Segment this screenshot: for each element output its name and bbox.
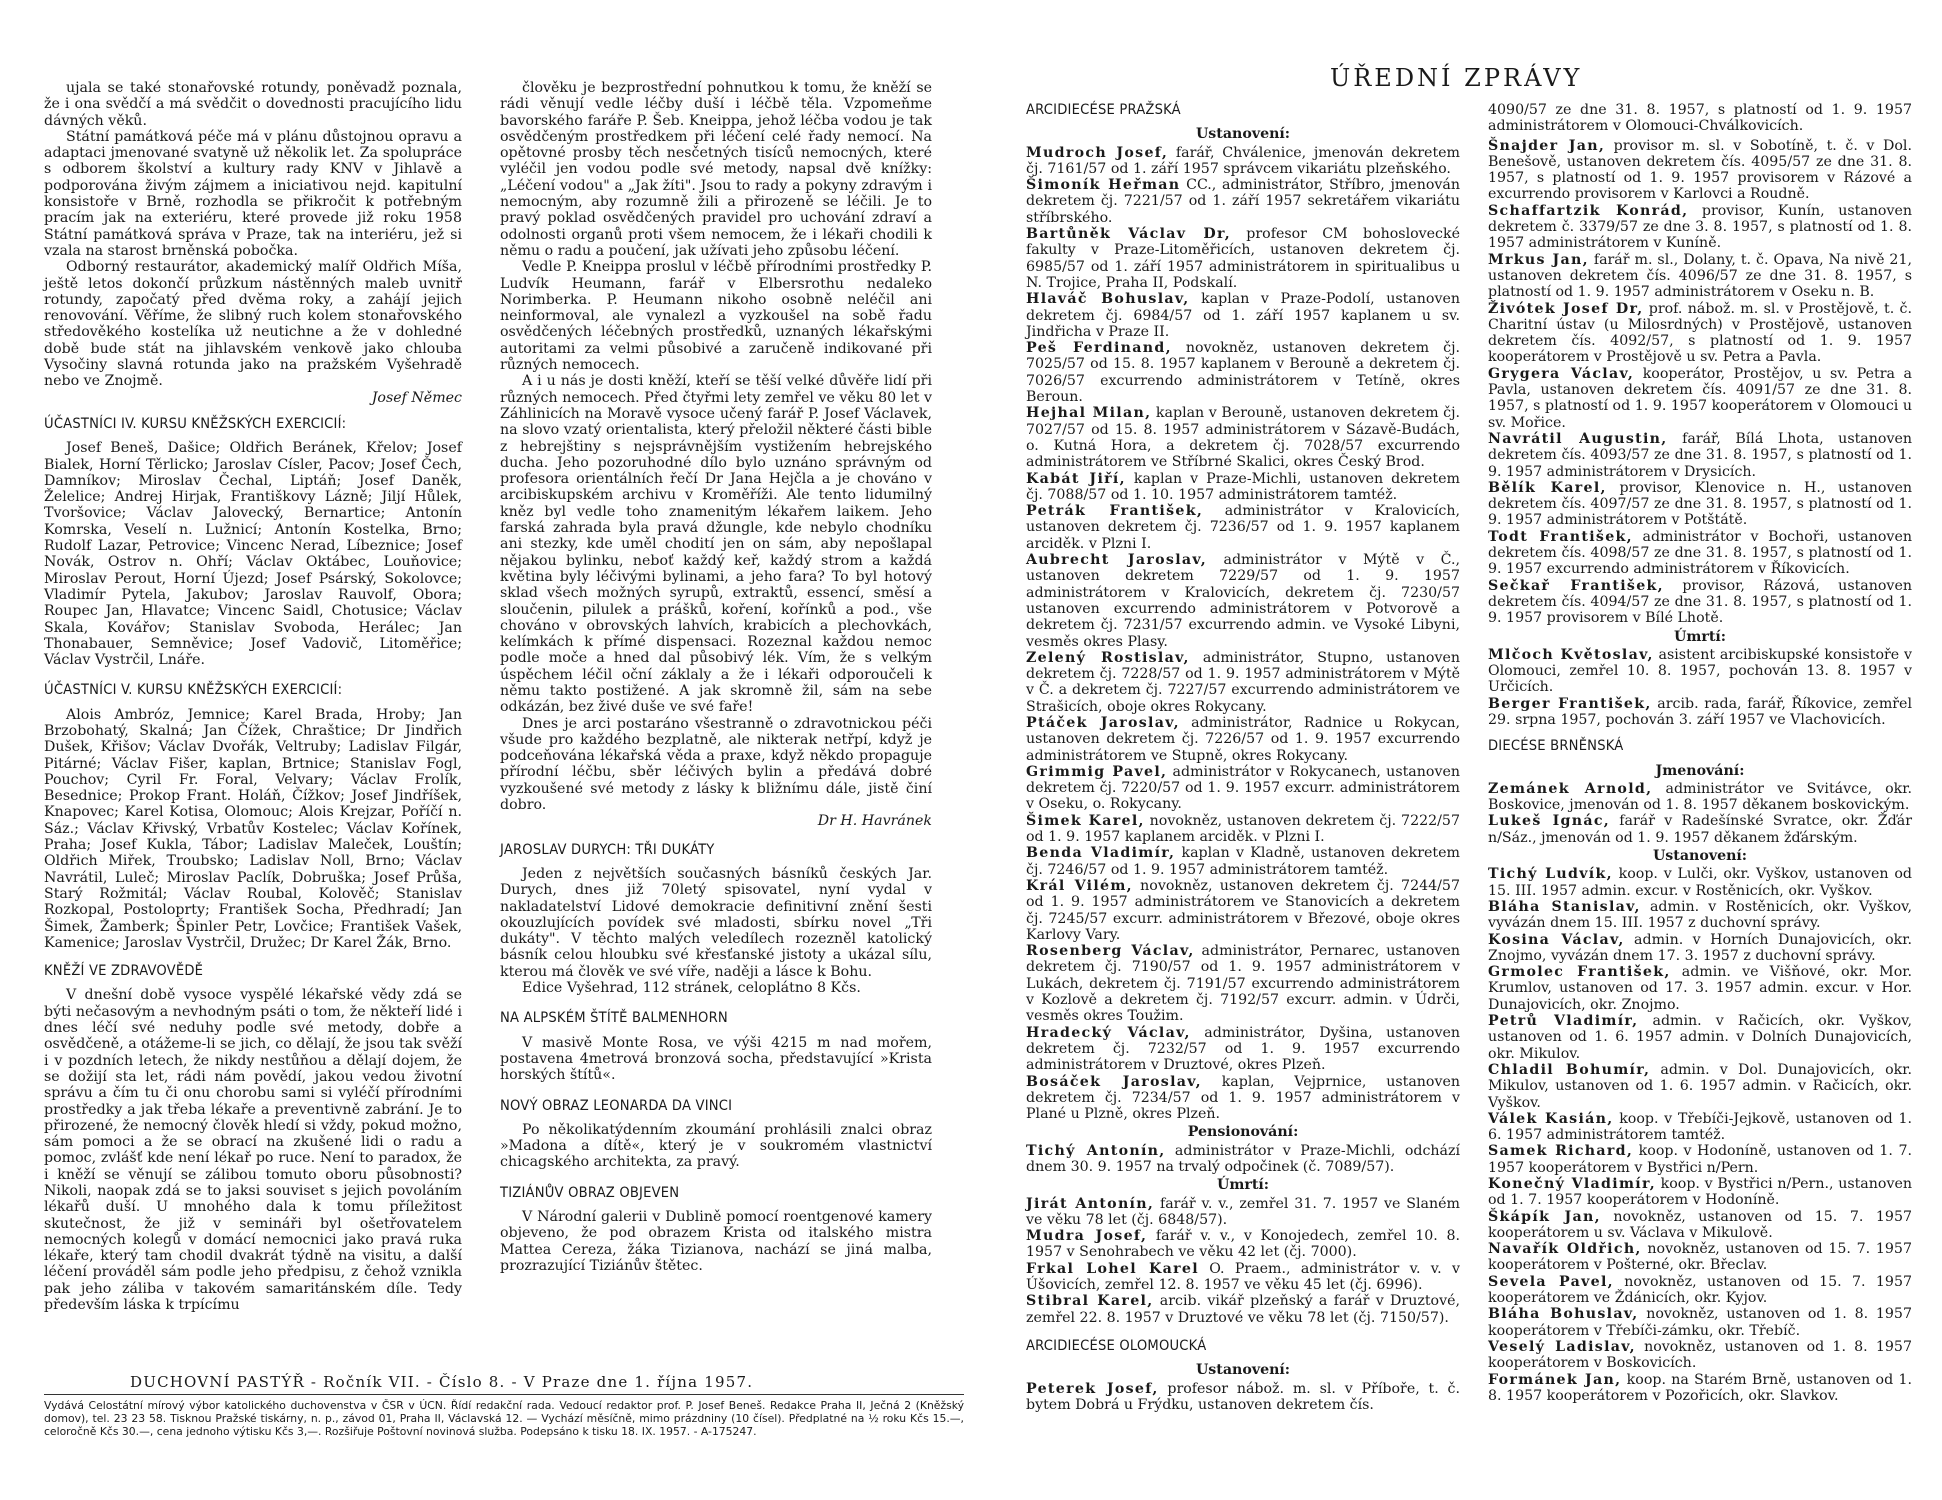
- author-signature: Dr H. Havránek: [817, 813, 932, 830]
- clergy-entry: [1026, 471, 1460, 504]
- section-title: JAROSLAV DURYCH: TŘI DUKÁTY: [500, 840, 715, 858]
- clergy-name: Mrkus Jan,: [1488, 251, 1589, 268]
- participants-list: Alois Ambróz, Jemnice; Karel Brada, Hroby; Jan Brzobohatý, Skalná; Jan Čížek, Chraštice; Dr Jindřich Dušek, Křišov; Václav Dvořák, Veltruby; Ladislav Filgár, Pitárné; Václav Fišer, kaplan, Brtnice; Stanislav Fogl, Pouchov; Cyril Fr. Foral, Velvary; Václav Frolík, Besednice; Prokop Frant. Holáň, Čížkov; Josef Jindříšek, Knapovec; Karel Kotisa, Olomouc; Alois Krejzar, Poříčí n. Sáz.; Václav Křivský, Vrbatův Kostelec; Václav Kořínek, Praha; Josef Kukla, Tábor; Ladislav Maleček, Louštín; Oldřich Miřek, Troubsko; Ladislav Noll, Brno; Václav Navrátil, Luleč; Miroslav Paclík, Dobruška; Josef Průša, Starý Rožmitál; Václav Roubal, Kolověč; Stanislav Rozkopal, Postoloprty; František Socha, Předhradí; Jan Šimek, Žamberk; Špinler Petr, Lovčice; František Vašek, Kamenice; Jaroslav Vystrčil, Družec; Dr Karel Žák, Brno.: [44, 706, 462, 951]
- clergy-entry: [1026, 552, 1460, 650]
- clergy-name: Veselý Ladislav,: [1488, 1338, 1636, 1355]
- clergy-entry: [1488, 529, 1912, 578]
- entry-text: CC., administrátor, Stříbro, jmenován dekretem čj. 7221/57 od 1. září 1957 sekretářem vikariátu stříbrského.: [1026, 177, 1460, 226]
- clergy-name: Benda Vladimír,: [1026, 845, 1176, 862]
- clergy-name: Šimek Karel,: [1026, 812, 1145, 829]
- entry-text: admin. v Horních Dunajovicích, okr. Znojmo, vyvázán dnem 17. 3. 1957 z duchovní správy.: [1488, 931, 1912, 964]
- entry-text: asistent arcibiskupské konsistoře v Olomouci, zemřel 10. 8. 1957, pochován 13. 8. 1957 v Určicích.: [1488, 646, 1913, 696]
- article-paragraph: člověku je bezprostřední pohnutkou k tomu, že kněží se rádi věnují vedle léčby duší i léčbě těla. Vzpomeňme bavorského faráře P. Šeb. Kneippa, jehož léčba vodou je tak osvědčeným prostředkem při léčení celé řady nemocí. Na opětovné prosby těch nesčetných tisíců nemocných, které vyléčil jen vodou podle své metody, napsal dvě knížky: „Léčení vodou" a „Jak žíti". Jsou to rady a pokyny zdravým i nemocným, aby rozumně žili a přirozeně se léčili. Je to pravý poklad osvědčených pravidel pro uchování zdraví a odolnosti organů proti všem nemocem, že i lékaři chodili k němu o radu a poučení, jak užívati jeho způsobu léčení.: [500, 80, 932, 259]
- clergy-entry: [1488, 866, 1912, 899]
- clergy-name: Mudra Josef,: [1026, 1228, 1148, 1245]
- clergy-entry: [1488, 1143, 1912, 1176]
- participants-list: Josef Beneš, Dašice; Oldřich Beránek, Křelov; Josef Bialek, Horní Těrlicko; Jaroslav Císler, Pacov; Josef Čech, Damníkov; Miroslav Čechal, Liptáň; Josef Daněk, Želelice; Andrej Hirjak, Františkovy Lázně; Jiljí Hůlek, Tvoršovice; Václav Jalovecký, Bernartice; Antonín Komrska, Veselí n. Lužnicí; Antonín Kostelka, Brno; Rudolf Lazar, Petrovice; Vincenc Nerad, Líbeznice; Josef Novák, Ostrov n. Ohří; Václav Oktábec, Louňovice; Miroslav Perout, Horní Újezd; Josef Psárský, Sokolovce; Vladimír Pytela, Jakubov; Jaroslav Rauvolf, Obora; Roupec Jan, Hlavatce; Vincenc Saidl, Chotusice; Václav Skala, Kovářov; Stanislav Svoboda, Herálec; Jan Thonabauer, Semněvice; Josef Vadovič, Litoměřice; Václav Vystrčil, Lnáře.: [44, 440, 462, 669]
- clergy-name: Frkal Lohel Karel: [1026, 1260, 1199, 1277]
- entry-text: admin. ve Višňové, okr. Mor. Krumlov, ustanoven od 17. 3. 1957 admin. excur. v Hor. Dunajovicích, okr. Znojmo.: [1488, 964, 1912, 1013]
- clergy-entry: [1488, 1062, 1912, 1111]
- clergy-name: Rosenberg Václav,: [1026, 943, 1195, 960]
- section-title: KNĚŽÍ VE ZDRAVOVĚDĚ: [44, 962, 204, 980]
- clergy-name: Král Vilém,: [1026, 877, 1133, 894]
- clergy-name: Todt František,: [1488, 528, 1633, 545]
- clergy-entry: [1026, 715, 1460, 764]
- entry-text: profesor nábož. m. sl. v Příboře, t. č. bytem Dobrá u Frýdku, ustanoven dekretem čís.: [1026, 1380, 1460, 1413]
- entry-text: kooperátor, Prostějov, u sv. Petra a Pavla, ustanoven dekretem čís. 4091/57 ze dne 31. 8. 1957, s platností od 1. 9. 1957 kooperátorem v Olomouci u sv. Mořice.: [1488, 365, 1912, 431]
- continued-text: 4090/57 ze dne 31. 8. 1957, s platností od 1. 9. 1957 administrátorem v Olomouci-Chválkovicích.: [1488, 102, 1912, 135]
- article-paragraph: Státní památková péče má v plánu důstojnou opravu a adaptaci jmenované svatyně už několik let. Za spolupráce s odborem školství a kultury rady KNV v Jihlavě a podporována živým zájmem a iniciativou nejd. kapitulní konsistoře v Brně, rozhodla se přikročit k potřebným pracím jak na exteriéru, které provede již roku 1958 Státní památková správa v Praze, tak na interiéru, jež si vzala na starost brněnská pobočka.: [44, 128, 462, 259]
- entry-text: provisor, Klenovice n. H., ustanoven dekretem čís. 4097/57 ze dne 31. 8. 1957, s platností od 1. 9. 1957 administrátorem v Potštátě.: [1488, 479, 1912, 529]
- article-paragraph: Vedle P. Kneippa proslul v léčbě přírodními prostředky P. Ludvík Heumann, farář v Elbersrothu nedaleko Norimberka. P. Heumann nikoho osobně neléčil ani neinformoval, ale vynalezl a vyzkoušel na sobě řadu osvědčených léčebných prostředků, uznaných lékařskými autoritami za velmi působivé a zaručeně indikované při různých nemocech.: [500, 259, 932, 374]
- entry-text: novokněz, ustanoven od 1. 8. 1957 kooperátorem v Třebíči-zámku, okr. Třebíč.: [1488, 1306, 1912, 1339]
- left-column-2: [500, 80, 932, 1274]
- entry-text: provisor, Kunín, ustanoven dekretem č. 3379/57 ze dne 3. 8. 1957, s platností od 1. 8. 1957 administrátorem v Kuníně.: [1488, 202, 1913, 252]
- clergy-entry: [1026, 1293, 1460, 1326]
- clergy-entry: [1488, 781, 1912, 814]
- entry-list: [1026, 145, 1460, 1123]
- clergy-entry: [1488, 138, 1912, 203]
- entry-text: administrátor, Pernarec, ustanoven dekretem čj. 7190/57 od 1. 9. 1957 administrátorem v Lukách, dekretem čj. 7191/57 excurrendo administrátorem v Kozlově a dekretem čj. 7192/57 excurr. admin. v Údrči, vesměs okres Toužim.: [1026, 943, 1461, 1025]
- clergy-name: Tichý Antonín,: [1026, 1142, 1166, 1159]
- right-page: [980, 0, 1942, 1500]
- clergy-name: Bláha Stanislav,: [1488, 898, 1641, 915]
- clergy-name: Petrů Vladimír,: [1488, 1013, 1639, 1030]
- clergy-entry: [1026, 340, 1460, 405]
- entry-list: [1488, 781, 1912, 846]
- entry-text: provisor m. sl. v Sobotíně, t. č. v Dol. Benešově, ustanoven dekretem čís. 4095/57 ze dne 31. 8. 1957, s platností od 1. 9. 1957 provisorem v Rázové a excurrendo provisorem v Karlovci a Roudně.: [1488, 137, 1912, 203]
- article-paragraph: Odborný restaurátor, akademický malíř Oldřich Míša, ještě letos dokončí průzkum nástěnných maleb uvnitř rotundy, započatý před dvěma roky, a zahájí jejich renovování. Věříme, že slibný ruch kolem stonařovského středověkého kostelíka už neutichne a že v dohledné době bude stát na jihlavském venkově jako chlouba Vysočiny slavná rotunda jako na pražském Vyšehradě nebo ve Znojmě.: [44, 259, 462, 390]
- subsection-heading: Úmrtí:: [1673, 628, 1727, 645]
- intro-article: [44, 80, 462, 390]
- entry-text: arcib. rada, farář, Říkovice, zemřel 29. srpna 1957, pochován 3. září 1957 ve Vlachovicích.: [1488, 695, 1912, 728]
- imprint: Vydává Celostátní mírový výbor katolického duchovenstva v ČSR v ÚCN. Řídí redakční rada. Vedoucí redaktor prof. P. Josef Beneš. Redakce Praha II, Ječná 2 (Kněžský domov), tel. 23 23 58. Tisknou Pražské tiskárny, n. p., závod 01, Praha II, Václavská 12. — Vychází měsíčně, mimo prázdniny (10 čísel). Předplatné na ½ roku Kčs 15.—, celoročně Kčs 30.—, cena jednoho výtisku Kčs 3,—. Rozšiřuje Poštovní novinová služba. Podepsáno k tisku 18. IX. 1957. - A-175247.: [44, 1399, 964, 1438]
- clergy-entry: [1488, 1209, 1912, 1242]
- clergy-entry: [1488, 647, 1912, 696]
- clergy-entry: [1026, 1261, 1460, 1294]
- clergy-entry: [1488, 1013, 1912, 1062]
- entry-text: novokněz, ustanoven od 15. 7. 1957 kooperátorem ve Ždánicích, okr. Kyjov.: [1488, 1273, 1912, 1307]
- clergy-name: Aubrecht Jaroslav,: [1026, 552, 1208, 569]
- entry-text: prof. nábož. m. sl. v Prostějově, t. č. Charitní ústav (u Milosrdných) v Prostějově, ustanoven dekretem čís. 4092/57, s platností od 1. 9. 1957 kooperátorem v Prostějově u sv. Petra a Pavla.: [1488, 300, 1912, 366]
- entry-text: koop. v Lulči, okr. Vyškov, ustanoven od 15. III. 1957 admin. excur. v Rostěnicích, okr. Vyškov.: [1488, 866, 1912, 899]
- clergy-entry: [1026, 845, 1460, 878]
- article-text: Jeden z největších současných básníků českých Jar. Durych, dnes již 70letý spisovatel, nyní vydal v nakladatelství Lidové demokracie definitivní znění šesti okouzlujících povídek své mladosti, sbírku novel „Tři dukáty". V těchto malých veledílech rozezněl katolický básník celou hloubku své křesťanské jistoty a ukázal sílu, kterou má člověk ve své víře, naději a lásce k Bohu.: [500, 865, 932, 980]
- article-paragraph: ujala se také stonařovské rotundy, poněvadž poznala, že i ona svědčí a má svědčit o dovednosti pracujícího lidu dávných věků.: [44, 80, 462, 129]
- clergy-name: Kosina Václav,: [1488, 931, 1625, 948]
- subsection-heading: Ustanovení:: [1195, 1362, 1291, 1379]
- clergy-entry: [1026, 813, 1460, 846]
- entry-text: O. Praem., administrátor v. v. v Úšovicích, zemřel 12. 8. 1957 ve věku 45 let (čj. 6996).: [1026, 1260, 1460, 1294]
- clergy-name: Kabát Jiří,: [1026, 470, 1126, 487]
- entry-text: administrátor v Bochoři, ustanoven dekretem čís. 4098/57 ze dne 31. 8. 1957, s platností od 1. 9. 1957 excurrendo administrátorem v Říkovicích.: [1488, 528, 1912, 578]
- article-text: Po několikatýdenním zkoumání prohlásili znalci obraz »Madona a dítě«, který je v soukromém vlastnictví chicagského architekta, za pravý.: [500, 1121, 932, 1171]
- article-body: [500, 80, 932, 813]
- clergy-entry: [1026, 405, 1460, 470]
- clergy-name: Chladil Bohumír,: [1488, 1061, 1651, 1078]
- subsection-heading: Jmenování:: [1655, 762, 1745, 779]
- clergy-entry: [1026, 1381, 1460, 1414]
- clergy-entry: [1488, 899, 1912, 932]
- subsection-heading: Pensionování:: [1187, 1124, 1299, 1141]
- entry-text: admin. v Dol. Dunajovicích, okr. Mikulov, ustanoven od 1. 6. 1957 admin. v Račicích, okr. Vyškov.: [1488, 1061, 1912, 1111]
- entry-text: kaplan, Vejprnice, ustanoven dekretem čj. 7234/57 od 1. 9. 1957 administrátorem v Plané u Plzně, okres Plzeň.: [1026, 1073, 1461, 1123]
- clergy-name: Peterek Josef,: [1026, 1380, 1159, 1397]
- clergy-name: Hejhal Milan,: [1026, 405, 1152, 422]
- entry-text: administrátor, Dyšina, ustanoven dekretem čj. 7232/57 od 1. 9. 1957 excurrendo administrátorem v Druztové, okres Plzeň.: [1026, 1024, 1460, 1074]
- clergy-entry: [1026, 177, 1460, 226]
- clergy-entry: [1488, 1306, 1912, 1339]
- clergy-name: Bláha Bohuslav,: [1488, 1306, 1639, 1323]
- entry-list: [1026, 1196, 1460, 1326]
- entry-text: administrátor v Kralovicích, ustanoven dekretem čj. 7236/57 od 1. 9. 1957 kaplanem arciděk. v Plzni I.: [1026, 503, 1461, 552]
- clergy-name: Lukeš Ignác,: [1488, 813, 1611, 830]
- entry-text: administrátor v Praze-Michli, odchází dnem 30. 9. 1957 na trvalý odpočinek (č. 7089/57).: [1026, 1142, 1460, 1175]
- diocese-title: DIECÉSE BRNĚNSKÁ: [1488, 737, 1624, 755]
- clergy-name: Sevela Pavel,: [1488, 1273, 1614, 1290]
- clergy-entry: [1026, 943, 1460, 1024]
- entry-text: novokněz, ustanoven dekretem čj. 7025/57 od 15. 8. 1957 kaplanem v Berouně a dekretem čj. 7026/57 excurrendo administrátorem v Tetíně, okres Beroun.: [1026, 340, 1460, 406]
- divider: [44, 1394, 964, 1395]
- clergy-entry: [1026, 503, 1460, 552]
- clergy-entry: [1026, 650, 1460, 715]
- left-column-1: [44, 80, 462, 1313]
- clergy-name: Petrák František,: [1026, 503, 1204, 520]
- clergy-entry: [1488, 1274, 1912, 1307]
- article-text: V dnešní době vysoce vyspělé lékařské vědy zdá se býti nečasovým a nevhodným psáti o tom, že někteří lidé i dnes léčí své neduhy podle své metody, dobře a osvědčeně, a otážeme-li se jich, co dělají, že jsou tak svěží i v pozdních letech, že nikdy nestůňou a dělají dojem, že se dožijí sta let, rádi nám povědí, jakou vedou životní správu a čím tu či onu chorobu sami si vyléčí přírodními prostředky a jak třeba lékaře a preventivně zabrání. Je to přirozené, že nemocný člověk hledí si vždy, pokud možno, sám pomoci a že se obrací na zkušené lidi o radu a pomoc, zvlášť kde není lékař po ruce. Není to paradox, že i kněží se věnují se zálibou tomuto oboru působnosti? Nikoli, naopak zdá se to jaksi souviset s jejich povoláním lékařů duší. U mnohého dala k tomu příležitost skutečnost, že již v semináři byl ošetřovatelem nemocných kolegů v domácí nemocnici jako pravá ruka lékaře, který tam chodil dvakrát týdně na visitu, a další léčení prováděl sám podle jeho předpisu, z čehož vznikla pak jeho záliba v takovém samaritánském díle. Tedy především láska k trpícímu: [44, 987, 462, 1314]
- clergy-entry: [1488, 1176, 1912, 1209]
- entry-text: administrátor, Radnice u Rokycan, ustanoven dekretem čj. 7226/57 od 1. 9. 1957 excurrendo administrátorem ve Stupně, okres Rokycany.: [1026, 714, 1460, 764]
- entry-text: farář v. v., v Konojedech, zemřel 10. 8. 1957 v Senohrabech ve věku 42 let (čj. 7000).: [1026, 1228, 1460, 1261]
- entry-text: administrátor v Mýtě v Č., ustanoven dekretem 7229/57 od 1. 9. 1957 administrátorem v Kralovicích, dekretem čj. 7230/57 ustanoven excurrendo administrátorem v Potvorově a dekretem čj. 7231/57 excurrendo admin. ve Vysoké Libyni, vesměs okres Plasy.: [1026, 552, 1460, 650]
- section-title: NOVÝ OBRAZ LEONARDA DA VINCI: [500, 1096, 733, 1114]
- diocese-title: ARCIDIECÉSE PRAŽSKÁ: [1026, 101, 1181, 118]
- entry-text: novokněz, ustanoven od 15. 7. 1957 kooperátorem u sv. Václava v Mikulově.: [1488, 1208, 1912, 1241]
- clergy-name: Schaffartzik Konrád,: [1488, 202, 1689, 219]
- article-text: Edice Vyšehrad, 112 stránek, celoplátno 8 Kčs.: [522, 980, 861, 997]
- entry-text: koop. v Hodoníně, ustanoven od 1. 7. 1957 kooperátorem v Bystřici n/Pern.: [1488, 1143, 1912, 1176]
- clergy-entry: [1488, 932, 1912, 965]
- clergy-entry: [1026, 1143, 1460, 1176]
- clergy-entry: [1488, 431, 1912, 480]
- clergy-entry: [1488, 252, 1912, 301]
- clergy-name: Grygera Václav,: [1488, 365, 1635, 382]
- entry-list: [1026, 1381, 1460, 1414]
- clergy-entry: [1026, 764, 1460, 813]
- article-text: V masivě Monte Rosa, ve výši 4215 m nad mořem, postavena 4metrová bronzová socha, představující »Krista horských štítů«.: [500, 1034, 932, 1084]
- entry-text: kaplan v Praze-Podolí, ustanoven dekretem čj. 6984/57 od 1. září 1957 kaplanem u sv. Jindřicha v Praze II.: [1026, 291, 1460, 340]
- clergy-name: Bosáček Jaroslav,: [1026, 1073, 1202, 1090]
- clergy-name: Hradecký Václav,: [1026, 1024, 1191, 1041]
- entry-list: [1488, 866, 1912, 1404]
- clergy-entry: [1026, 1074, 1460, 1123]
- entry-list: [1488, 138, 1912, 627]
- clergy-entry: [1026, 1228, 1460, 1261]
- entry-text: koop. v Třebíči-Jejkově, ustanoven od 1. 6. 1957 administrátorem tamtéž.: [1488, 1110, 1912, 1144]
- clergy-entry: [1026, 291, 1460, 340]
- entry-text: farář m. sl., Dolany, t. č. Opava, Na nivě 21, ustanoven dekretem čís. 4096/57 ze dne 31. 8. 1957, s platností od 1. 9. 1957 administrátorem v Oseku n. B.: [1488, 251, 1912, 301]
- section-title: ÚČASTNÍCI V. KURSU KNĚŽSKÝCH EXERCICIÍ:: [44, 681, 343, 699]
- clergy-entry: [1026, 878, 1460, 943]
- subsection-heading: Úmrtí:: [1216, 1177, 1270, 1194]
- entry-text: novokněz, ustanoven dekretem čj. 7222/57 od 1. 9. 1957 kaplanem arciděk. v Plzni I.: [1026, 812, 1460, 846]
- clergy-name: Šimoník Heřman: [1026, 177, 1181, 194]
- entry-text: kaplan v Berouně, ustanoven dekretem čj. 7027/57 od 15. 8. 1957 administrátorem v Sázavě-Budách, o. Kutná Hora, a dekretem čj. 7028/57 excurrendo administrátorem ve Stříbrné Skalici, okres Český Brod.: [1026, 405, 1460, 471]
- entry-text: farář, Bílá Lhota, ustanoven dekretem čís. 4093/57 ze dne 31. 8. 1957, s platností od 1. 9. 1957 administrátorem v Drysicích.: [1488, 430, 1912, 480]
- clergy-name: Peš Ferdinand,: [1026, 340, 1172, 357]
- subsection-heading: Ustanovení:: [1652, 848, 1748, 865]
- clergy-name: Sečkař František,: [1488, 577, 1664, 594]
- entry-text: administrátor, Stupno, ustanoven dekretem čj. 7228/57 od 1. 9. 1957 administrátorem v Mýtě v Č. a dekretem čj. 7227/57 excurrendo administrátorem ve Strašicích, oboje okres Rokycany.: [1026, 649, 1460, 715]
- clergy-name: Bartůněk Václav Dr,: [1026, 226, 1231, 243]
- clergy-entry: [1488, 203, 1912, 252]
- clergy-entry: [1488, 578, 1912, 627]
- diocese-title: ARCIDIECÉSE OLOMOUCKÁ: [1026, 1336, 1207, 1354]
- clergy-entry: [1026, 1025, 1460, 1074]
- entry-text: administrátor v Rokycanech, ustanoven dekretem čj. 7220/57 od 1. 9. 1957 excurr. administrátorem v Oseku, o. Rokycany.: [1026, 763, 1460, 813]
- clergy-entry: [1488, 366, 1912, 431]
- article-text: V Národní galerii v Dublině pomocí roentgenové kamery objeveno, že pod obrazem Krista od italského mistra Mattea Cereza, žáka Tizianova, nachází se jiná malba, prozrazující Tiziánův štětec.: [500, 1209, 932, 1274]
- entry-text: novokněz, ustanoven dekretem čj. 7244/57 od 1. 9. 1957 administrátorem ve Stanovicích a dekretem čj. 7245/57 excurr. administrátorem v Březové, oboje okres Karlovy Vary.: [1026, 877, 1460, 943]
- clergy-entry: [1026, 1196, 1460, 1229]
- clergy-name: Jirát Antonín,: [1026, 1195, 1155, 1212]
- clergy-name: Mlčoch Květoslav,: [1488, 646, 1654, 663]
- entry-text: farář v Radešínské Svratce, okr. Žďár n/Sáz., jmenován od 1. 9. 1957 děkanem žďárským.: [1488, 813, 1912, 846]
- clergy-name: Živótek Josef Dr,: [1488, 300, 1644, 317]
- clergy-name: Bělík Karel,: [1488, 479, 1607, 496]
- clergy-name: Zemánek Arnold,: [1488, 780, 1653, 797]
- left-page: [0, 0, 964, 1500]
- clergy-name: Hlaváč Bohuslav,: [1026, 291, 1190, 308]
- clergy-entry: [1488, 1111, 1912, 1144]
- entry-text: farář, Chválenice, jmenován dekretem čj. 7161/57 od 1. září 1957 správcem vikariátu plzeňského.: [1026, 144, 1461, 177]
- clergy-name: Tichý Ludvík,: [1488, 866, 1613, 883]
- clergy-entry: [1488, 1372, 1912, 1405]
- article-paragraph: Dnes je arci postaráno všestranně o zdravotnickou péči všude pro každého bezplatně, ale nikterak netřpí, když je podceňována lékařská věda a praxe, když někdo propaguje přírodní léčbu, sběr léčivých bylin a předává dobré vyzkoušené své metody z lásky k bližnímu dále, jistě činí dobro.: [500, 715, 932, 814]
- clergy-name: Zelený Rostislav,: [1026, 649, 1190, 666]
- clergy-entry: [1026, 226, 1460, 291]
- clergy-entry: [1026, 145, 1460, 178]
- clergy-entry: [1488, 1339, 1912, 1372]
- clergy-name: Navrátil Augustin,: [1488, 430, 1668, 447]
- clergy-name: Mudroch Josef,: [1026, 144, 1169, 161]
- right-column-1: [1026, 102, 1460, 1413]
- clergy-entry: [1488, 813, 1912, 846]
- clergy-name: Navařík Oldřich,: [1488, 1241, 1642, 1258]
- entry-text: admin. v Račicích, okr. Vyškov, ustanoven od 1. 6. 1957 admin. v Dolních Dunajovicích, okr. Mikulov.: [1488, 1013, 1912, 1062]
- entry-text: novokněz, ustanoven od 1. 8. 1957 kooperátorem v Boskovicích.: [1488, 1338, 1912, 1372]
- clergy-name: Konečný Vladimír,: [1488, 1176, 1656, 1192]
- clergy-entry: [1488, 480, 1912, 529]
- entry-text: koop. na Starém Brně, ustanoven od 1. 8. 1957 kooperátorem v Pozořicích, okr. Slavkov.: [1488, 1371, 1912, 1404]
- clergy-entry: [1488, 301, 1912, 366]
- entry-text: provisor, Rázová, ustanoven dekretem čís. 4094/57 ze dne 31. 8. 1957, s platností od 1. 9. 1957 provisorem v Bílé Lhotě.: [1488, 577, 1912, 627]
- section-title: TIZIÁNŮV OBRAZ OBJEVEN: [500, 1183, 680, 1201]
- entry-list: [1488, 647, 1912, 728]
- clergy-name: Grmolec František,: [1488, 964, 1671, 981]
- subsection-heading: Ustanovení:: [1195, 126, 1291, 143]
- entry-text: novokněz, ustanoven od 15. 7. 1957 kooperátorem v Pošterné, okr. Břeclav.: [1488, 1241, 1912, 1274]
- clergy-name: Formánek Jan,: [1488, 1371, 1622, 1388]
- entry-text: admin. v Rostěnicích, okr. Vyškov, vyvázán dnem 15. III. 1957 z duchovní správy.: [1488, 898, 1912, 932]
- clergy-name: Berger František,: [1488, 695, 1652, 712]
- masthead-footer: DUCHOVNÍ PASTÝŘ - Ročník VII. - Číslo 8. - V Praze dne 1. října 1957.: [130, 1373, 754, 1391]
- clergy-name: Stibral Karel,: [1026, 1293, 1154, 1310]
- page-title: ÚŘEDNÍ ZPRÁVY: [1330, 64, 1583, 92]
- entry-text: farář v. v., zemřel 31. 7. 1957 ve Slaném ve věku 78 let (čj. 6848/57).: [1026, 1195, 1461, 1228]
- entry-text: kaplan v Kladně, ustanoven dekretem čj. 7246/57 od 1. 9. 1957 administrátorem tamtéž.: [1026, 845, 1460, 878]
- author-signature: Josef Němec: [371, 389, 462, 406]
- clergy-name: Grimmig Pavel,: [1026, 763, 1168, 780]
- clergy-name: Šnajder Jan,: [1488, 137, 1606, 154]
- clergy-name: Ptáček Jaroslav,: [1026, 714, 1180, 731]
- entry-text: administrátor ve Svitávce, okr. Boskovice, jmenován od 1. 8. 1957 děkanem boskovickým.: [1488, 780, 1912, 814]
- clergy-name: Válek Kasián,: [1488, 1110, 1614, 1127]
- section-title: NA ALPSKÉM ŠTÍTĚ BALMENHORN: [500, 1009, 728, 1027]
- entry-text: koop. v Bystřici n/Pern., ustanoven od 1. 7. 1957 kooperátorem v Hodoníně.: [1488, 1176, 1912, 1209]
- entry-text: arcib. vikář plzeňský a farář v Druztové, zemřel 22. 8. 1957 v Druztové ve věku 78 let (čj. 7150/57).: [1026, 1293, 1460, 1326]
- entry-text: profesor CM bohoslovecké fakulty v Praze-Litoměřicích, ustanoven dekretem čj. 6985/57 od 1. září 1957 administrátorem in spiritualibus u N. Trojice, Praha II, Podskalí.: [1026, 226, 1460, 291]
- right-column-2: [1488, 102, 1912, 1404]
- clergy-name: Škápík Jan,: [1488, 1208, 1601, 1225]
- section-title: ÚČASTNÍCI IV. KURSU KNĚŽSKÝCH EXERCICIÍ:: [44, 414, 347, 432]
- clergy-entry: [1488, 696, 1912, 729]
- entry-list: [1026, 1143, 1460, 1176]
- clergy-name: Samek Richard,: [1488, 1143, 1634, 1160]
- clergy-entry: [1488, 964, 1912, 1013]
- entry-text: kaplan v Praze-Michli, ustanoven dekretem čj. 7088/57 od 1. 10. 1957 administrátorem tamtéž.: [1026, 470, 1460, 503]
- article-paragraph: A i u nás je dosti kněží, kteří se těší velké důvěře lidí při různých nemocech. Před čtyřmi lety zemřel ve věku 80 let v Záhlinicích na Moravě vysoce učený farář P. Josef Václavek, na slovo vzatý orientalista, který přeložil některé části bible z hebrejštiny s nejsprávnějším vystižením hebrejského ducha. Jeho pozoruhodné dílo bylo uznáno správným od profesora orientálních řečí Dr Jana Hejčla a je chováno v arcibiskupském archivu v Kroměříži. Ale tento lidumilný kněz byl vedle toho znamenitým lékařem laikem. Jeho farská zahrada byla pravá džungle, kde nebylo chodníku ani stezky, kde uměl chodití jen on sám, aby nepošlapal nějakou bylinku, neboť každý keř, každý strom a každá květina byly léčivými bylinami, a jeho fara? To byl hotový sklad všech možných syrupů, extraktů, essencí, směsí a sloučenin, pilulek a prášků, koření, kořínků a pod., vše chováno v obrovských lahvích, krabicích a plechovkách, kelímkách k přímé dispensaci. Rozeznal každou nemoc podle moče a hned dal působivý lék. Vím, že s velkým úspěchem léčil oční záklaly a že i lékaři odporoučeli k němu takto postižené. A jak skromně žil, sám na sebe odkázán, bez živé duše ve své faře!: [500, 373, 932, 716]
- clergy-entry: [1488, 1241, 1912, 1274]
